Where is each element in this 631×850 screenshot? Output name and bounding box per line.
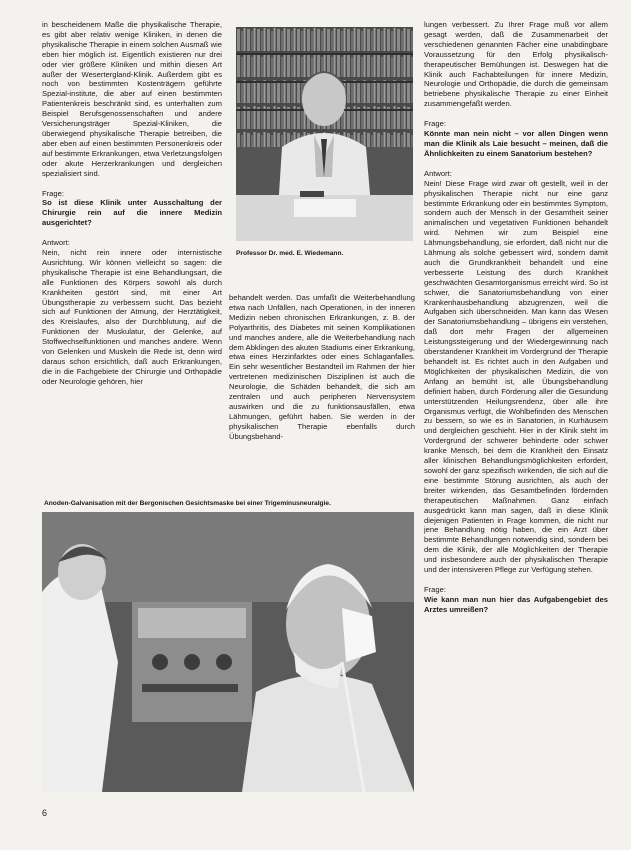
portrait-caption: Professor Dr. med. E. Wiedemann. — [236, 250, 344, 257]
question-label: Frage: — [424, 119, 446, 129]
page-number: 6 — [42, 808, 48, 818]
paragraph: in bescheidenem Maße die physikalische Therapie, es gibt aber relativ wenige Kliniken, in denen die physikalische Therapie in einem solchen Ausmaß wie eben hier möglich ist. Eigentlich existieren nur drei oder vier größere Kliniken und mithin diesen Art außer der Wesertergland-Klinik. Außerdem gibt es noch von bestimmten Kostenträgern geführte Spezial-institute, die aber auf einen bestimmten Patientenkreis beschränkt sind, es unterhalten zum Beispiel Berufsgenossenschaften und andere Versicherungsträger Spezial-Kliniken, die überwiegend physikalische Therapie betreiben, die aber eben auf einen bestimmten Personenkreis oder auf bestimmte Erkrankungen, etwa Verletzungsfolgen oder akute Herzerkrankungen und dergleichen spezialisiert sind. — [42, 20, 222, 178]
question-text: So ist diese Klinik unter Ausschaltung der Chirurgie rein auf die innere Medizin ausgerichtet? — [42, 198, 222, 228]
question-text: Könnte man nein nicht – vor allen Dingen wenn man die Klinik als Laie besucht – meinen, daß die Ähnlichkeiten zu einem Sanatorium bestehen? — [424, 129, 608, 158]
answer-label: Antwort: — [42, 238, 70, 248]
answer-text: Nein, nicht rein innere oder internistische Ausrichtung. Wir können vielleicht so sagen: die physikalische Therapie ist eine Behandlungsart, die alle Funktionen des Körpers sowohl als durch Krankheiten gestört sind, mit einer Art Übungstherapie zu verbessern sucht. Das bezieht sich auf Funktionen der Atmung, der Herztätigkeit, des Kreislaufes, also der Durchblutung, auf die Funktionen der Muskulatur, der Gelenke, auf Stoffwechselfunktionen und manches andere. Wenn von Gelenken und Muskeln die Rede ist, denn wird daraus schon ersichtlich, daß auch Erkrankungen, die in die Fachgebiete der Chirurgie und Orthopädie oder Neurologie gehören, hier — [42, 248, 222, 386]
portrait-photo — [236, 27, 413, 241]
question-label: Frage: — [42, 188, 64, 198]
paragraph: lungen verbessert. Zu Ihrer Frage muß vor allem gesagt werden, daß die Zusammenarbeit der verschiedenen genannten Fächer eine unabdingbare Voraussetzung für den Erfolg physikalisch-therapeutischer Bemühungen ist. Deswegen hat die Klinik auch Fachabteilungen für innere Medizin, Neurologie und Orthopädie, die durch die gemeinsam betriebene physikalische Therapie zu einer Einheit zusammengefaßt werden. — [424, 20, 608, 109]
paragraph: behandelt werden. Das umfaßt die Weiterbehandlung etwa nach Unfällen, nach Operationen, in der inneren Medizin neben chronischen Erkrankungen, z. B. der Polyarthritis, des Diabetes mit seinen Komplikationen und manches andere, alle die Weiterbehandlung nach dem Abklingen des akuten Stadiums einer Erkrankung, etwa eines Herzinfarktes oder eines Schlaganfalles. Ein sehr wesentlicher Bestandteil im Rahmen der hier vertretenen medizinischen Disziplinen ist auch die Neurologie, die Schäden behandelt, die sich am zentralen und auch peripheren Nervensystem auswirken und die zu funktionsausfällen, etwa Lähmungen, geführt haben. Sie werden in der physikalischen Therapie ebenfalls durch Übungsbehand- — [229, 293, 415, 441]
therapy-photo — [42, 512, 414, 792]
therapy-caption: Anoden-Galvanisation mit der Bergonischen Gesichtsmaske bei einer Trigeminusneuralgie. — [44, 500, 331, 507]
answer-label: Antwort: — [424, 168, 452, 178]
text-column-left — [42, 20, 222, 387]
question-label: Frage: — [424, 584, 446, 594]
text-column-right — [424, 20, 608, 615]
text-column-middle — [229, 293, 415, 442]
question-text: Wie kann man nun hier das Aufgabengebiet des Arztes umreißen? — [424, 594, 608, 614]
answer-text: Nein! Diese Frage wird zwar oft gestellt, weil in der physikalischen Therapie nicht nur eine ganz bestimmte Erkrankung oder ein bestimmtes Symptom, sondern auch der Mensch in der Gesamtheit seiner animalischen und vegetativen Funktionen behandelt wird. Nehmen wir zum Beispiel eine Lähmungsbehandlung, sie erfordert, daß nicht nur die Lähmung als solche gebessert wird, sondern damit auch die Grundkrankheit behandelt und eine verbesserte Leistung des durch Krankheit geschwächten Gesamtorganismus erreicht wird. So ist schwer, die Sanatoriumsbehandlung von einer Krankenhausbehandlung abzugrenzen, weil die Aufgaben sich überschneiden. Man kann das Wesen der Sanatoriumsbehandlung – übrigens ein verstehen, daß dort mehr Fragen der allgemeinen Leistungssteigerung und der Wiedergewinnung nach überstandener Krankheit im Vordergrund der Therapie behandelt ist. Es richtet auch in den Aufgaben und Möglichkeiten der physikalischen Medizin, die von Anfang an bemüht ist, alle Übungsbehandlung definiert haben, durch Förderung aller die Gesundung unterstützenden Heilungsrendenz, über alle ihre Organismus verfügt, die Wohlbefinden des Menschen zu bessern, so wie es in Sanatorien, in Kurhäusern und dergleichen geschieht. Hier in der Klinik steht im Vordergrund der schwerer behinderte oder schwer kranke Mensch, bei dem die Krankheit den Einsatz aller klinischen Behandlungsmöglichkeiten erfordert, sowohl der ganz spezifisch wirkenden, die sich auf die eine bestimmte Störung ausrichten, als auch der breiter wirkenden, das Gesamtbefinden fördernden therapeutischen Maßnahmen. Ganz einfach ausgedrückt kann man sagen, daß in diese Klinik diejenigen Patienten in Frage kommen, die nicht nur jene Behandlung nötig haben, die ein Arzt über bestimmte Behandlungen notwendig sind, sondern bei dem die Klinik, der alle Möglichkeiten der Therapie und insbesondere auch der physikalischen Therapie und der intensiveren Pflege zur Verfügung stehen. — [424, 178, 608, 575]
